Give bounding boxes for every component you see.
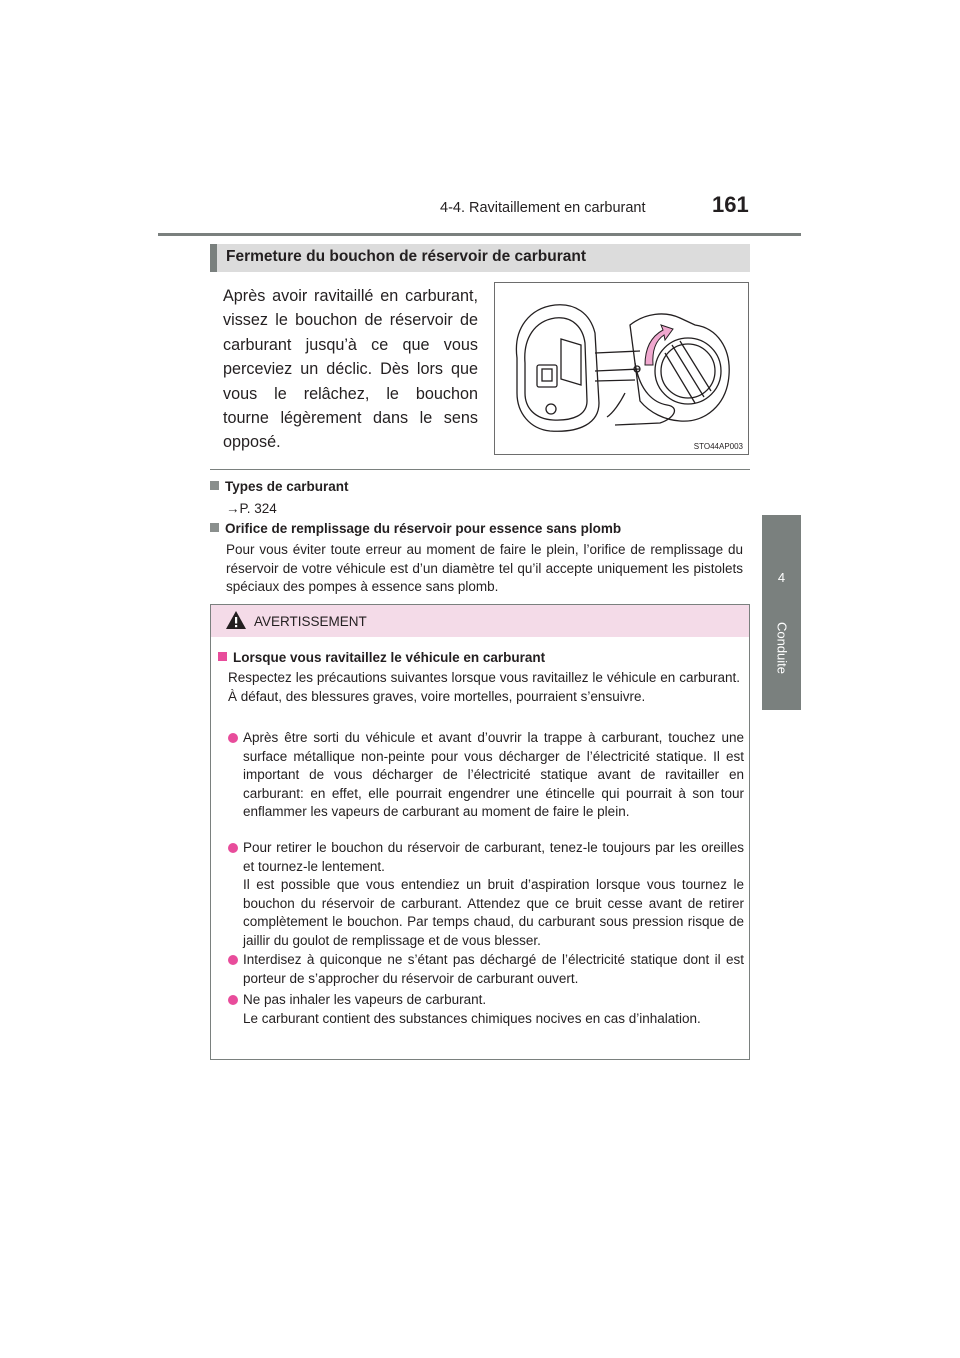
figure-code: STO44AP003 [693, 442, 743, 451]
section-heading-text: Fermeture du bouchon de réservoir de carburant [226, 248, 587, 265]
round-bullet-icon [228, 955, 238, 965]
page-reference-link[interactable]: →P. 324 [226, 501, 277, 516]
square-bullet-icon [210, 481, 219, 490]
header-rule [158, 233, 801, 236]
note-title: Orifice de remplissage du réservoir pour essence sans plomb [225, 521, 622, 536]
warning-subtitle [218, 650, 545, 665]
warning-intro: Respectez les précautions suivantes lorsque vous ravitaillez le véhicule en carburant. À défaut, des blessures graves, voire mortelles, pourraient s’ensuivre. [228, 670, 740, 704]
round-bullet-icon [228, 995, 238, 1005]
section-divider [210, 469, 750, 470]
section-heading [210, 244, 750, 272]
warning-label: AVERTISSEMENT [254, 614, 367, 629]
warning-bullet [228, 951, 744, 988]
round-bullet-icon [228, 843, 238, 853]
warning-box [210, 604, 750, 1060]
note-fuel-types-title [210, 479, 349, 494]
round-bullet-icon [228, 733, 238, 743]
note-title: Types de carburant [225, 479, 349, 494]
warning-bullet-text: Ne pas inhaler les vapeurs de carburant. Le carburant contient des substances chimiques nocives en cas d’inhalation. [243, 992, 701, 1026]
chapter-number: 4 [777, 570, 786, 585]
note-filler-body: Pour vous éviter toute erreur au moment de faire le plein, l’orifice de remplissage du réservoir de votre véhicule est d’un diamètre tel qu’il accepte uniquement les pistolets spéciaux des pompes à essence sans plomb. [226, 542, 743, 594]
square-bullet-icon [218, 652, 227, 661]
warning-subtitle-text: Lorsque vous ravitaillez le véhicule en carburant [233, 650, 546, 665]
header-section-title: 4-4. Ravitaillement en carburant [440, 200, 646, 216]
warning-bullet-text: Interdisez à quiconque ne s’étant pas déchargé de l’électricité statique dont il est porteur de s’approcher du réservoir de carburant ouvert. [243, 952, 744, 986]
fuel-cap-illustration [494, 282, 749, 455]
section-intro: Après avoir ravitaillé en carburant, vissez le bouchon de réservoir de carburant jusqu’à ce que vous perceviez un déclic. Dès lors que vous le relâchez, le bouchon tourne légèrement dans le sens opposé. [223, 287, 478, 452]
warning-bullet [228, 729, 744, 822]
heading-accent-bar [210, 244, 217, 272]
page-number: 161 [712, 192, 749, 217]
warning-bullet [228, 839, 744, 950]
note-filler-title [210, 521, 621, 536]
square-bullet-icon [210, 523, 219, 532]
warning-bullet-text: Pour retirer le bouchon du réservoir de carburant, tenez-le toujours par les oreilles et tournez-le lentement. Il est possible que vous entendiez un bruit d’aspiration lorsque vous tournez le bouchon du réservoir de carburant. Attendez que ce bruit cesse avant de retirer complètement le bouchon. Par temps chaud, du carburant sous pression risque de jaillir du goulot de remplissage et de vous blesser. [243, 840, 744, 948]
warning-triangle-icon [225, 610, 247, 630]
warning-bullet-text: Après être sorti du véhicule et avant d’ouvrir la trappe à carburant, touchez une surface métallique non-peinte pour vous décharger de l’électricité statique. Il est important de vous décharger de l’électricité statique avant de ravitailler en carburant: en effet, elle pourrait engendrer une étincelle qui pourrait à son tour enflammer les vapeurs de carburant au moment de faire le plein. [243, 730, 744, 819]
chapter-label: Conduite [774, 621, 789, 674]
warning-bullet [228, 991, 744, 1028]
fuel-cap-drawing [495, 283, 748, 454]
chapter-label-tab [762, 585, 801, 710]
warning-header [211, 605, 749, 637]
